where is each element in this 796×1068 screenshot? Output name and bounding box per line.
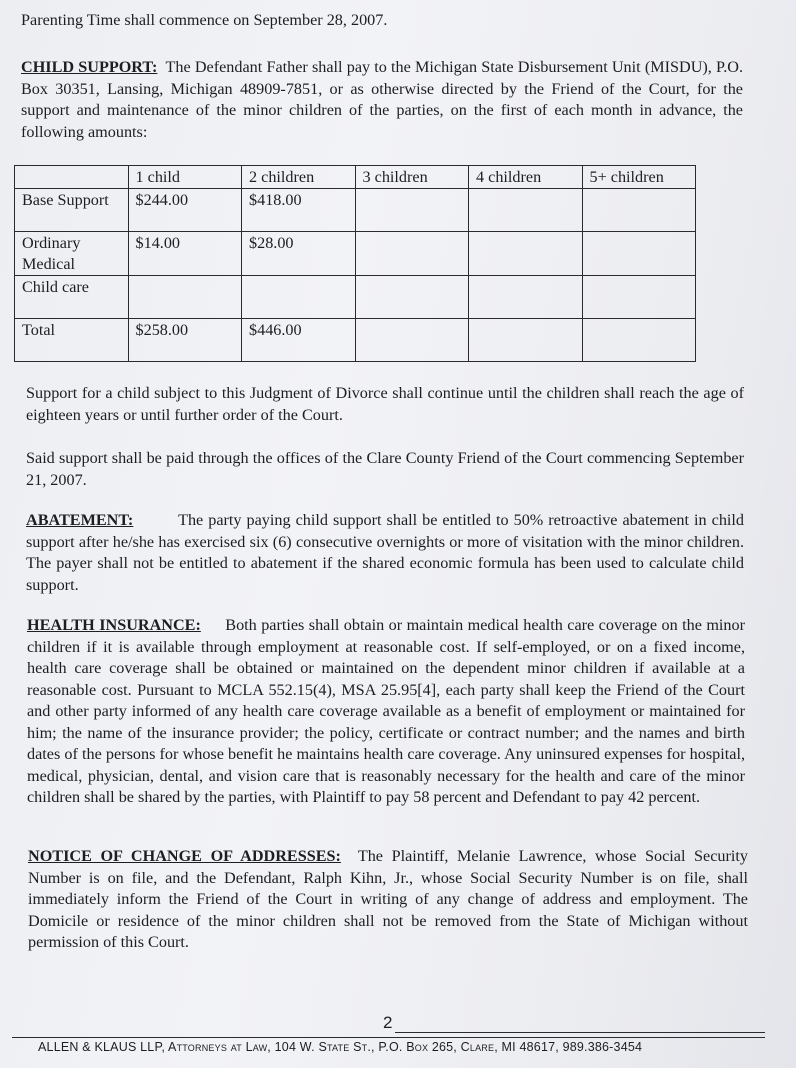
support-continuation-text: Support for a child subject to this Judgment of Divorce shall continue until the children shall reach the age of eighteen years or until further order of the Court.: [26, 384, 744, 424]
table-header-cell: 3 children: [355, 166, 469, 189]
notice-text: The Plaintiff, Melanie Lawrence, whose Social Security Number is on file, and the Defendant, Ralph Kihn, Jr., whose Social Security Number is on file, shall immediately inform the Friend of the Court in writing of any change of address and employment. The Domicile or residence of the minor children shall not be removed from the State of Michigan without permission of this Court.: [28, 847, 748, 951]
child-support-paragraph: [21, 57, 743, 143]
footer-rule: [12, 1037, 765, 1038]
health-insurance-text: Both parties shall obtain or maintain medical health care coverage on the minor children if it is available through employment at reasonable cost. If self-employed, or on a fixed income, health care coverage shall be obtained or maintained on the dependent minor children if available at a reasonable cost. Pursuant to MCLA 552.15(4), MSA 25.95[4], each party shall keep the Friend of the Court and other party informed of any health care coverage available as a benefit of employment or maintained for him; the name of the insurance provider; the policy, certificate or contract number; and the names and birth dates of the persons for whose benefit he maintains health care coverage. Any uninsured expenses for hospital, medical, physician, dental, and vision care that is reasonably necessary for the health and care of the minor children shall be shared by the parties, with Plaintiff to pay 58 percent and Defendant to pay 42 percent.: [27, 616, 745, 806]
table-cell: $446.00: [242, 319, 356, 362]
table-cell: $28.00: [242, 232, 356, 276]
row-label: Total: [15, 319, 129, 362]
row-label: Child care: [15, 276, 129, 319]
table-cell: [355, 189, 469, 232]
abatement-paragraph: [26, 510, 744, 596]
child-support-heading: CHILD SUPPORT:: [21, 58, 158, 76]
table-cell: [469, 276, 583, 319]
parenting-time-paragraph: [21, 10, 751, 32]
table-cell: $244.00: [128, 189, 242, 232]
table-header-cell: 2 children: [242, 166, 356, 189]
table-header-cell: [15, 166, 129, 189]
table-cell: [469, 189, 583, 232]
abatement-heading: ABATEMENT:: [26, 511, 134, 529]
notice-heading: NOTICE OF CHANGE OF ADDRESSES:: [28, 847, 341, 865]
table-header-cell: 1 child: [128, 166, 242, 189]
table-cell: [128, 276, 242, 319]
table-row: [15, 232, 696, 276]
table-header-cell: 4 children: [469, 166, 583, 189]
health-insurance-heading: HEALTH INSURANCE:: [27, 616, 201, 634]
payment-text: Said support shall be paid through the offices of the Clare County Friend of the Court commencing September 21, 2007.: [26, 449, 744, 489]
table-row: [15, 189, 696, 232]
table-cell: [582, 319, 696, 362]
row-label: Ordinary Medical: [15, 232, 129, 276]
footer-rule-top: [395, 1032, 765, 1033]
table-row: [15, 319, 696, 362]
parenting-time-text: Parenting Time shall commence on September 28, 2007.: [21, 11, 388, 29]
child-support-text: The Defendant Father shall pay to the Michigan State Disbursement Unit (MISDU), P.O. Box 30351, Lansing, Michigan 48909-7851, or as otherwise directed by the Friend of the Court, for the support and maintenance of the minor children of the parties, on the first of each month in advance, the following amounts:: [21, 58, 743, 141]
table-header-cell: 5+ children: [582, 166, 696, 189]
law-firm-footer: ALLEN & KLAUS LLP, Attorneys at Law, 104 W. State St., P.O. Box 265, Clare, MI 48617, 989.386-3454: [38, 1040, 643, 1054]
table-cell: [582, 232, 696, 276]
notice-paragraph: [28, 846, 748, 954]
table-header-row: [15, 166, 696, 189]
row-label: Base Support: [15, 189, 129, 232]
health-insurance-paragraph: [27, 615, 745, 809]
table-cell: $418.00: [242, 189, 356, 232]
table-cell: [469, 319, 583, 362]
abatement-text: The party paying child support shall be entitled to 50% retroactive abatement in child support after he/she has exercised six (6) consecutive overnights or more of visitation with the minor children. The payer shall not be entitled to abatement if the shared economic formula has been used to calculate child support.: [26, 511, 744, 594]
support-amounts-table: [14, 165, 696, 362]
table-cell: [355, 232, 469, 276]
page-number: 2: [383, 1013, 393, 1032]
table-cell: [355, 276, 469, 319]
table-cell: [582, 189, 696, 232]
table-cell: [582, 276, 696, 319]
table-cell: $258.00: [128, 319, 242, 362]
table-cell: $14.00: [128, 232, 242, 276]
table-cell: [242, 276, 356, 319]
table-cell: [355, 319, 469, 362]
table-cell: [469, 232, 583, 276]
payment-paragraph: [26, 448, 744, 491]
table-row: [15, 276, 696, 319]
support-continuation-paragraph: [26, 383, 744, 426]
